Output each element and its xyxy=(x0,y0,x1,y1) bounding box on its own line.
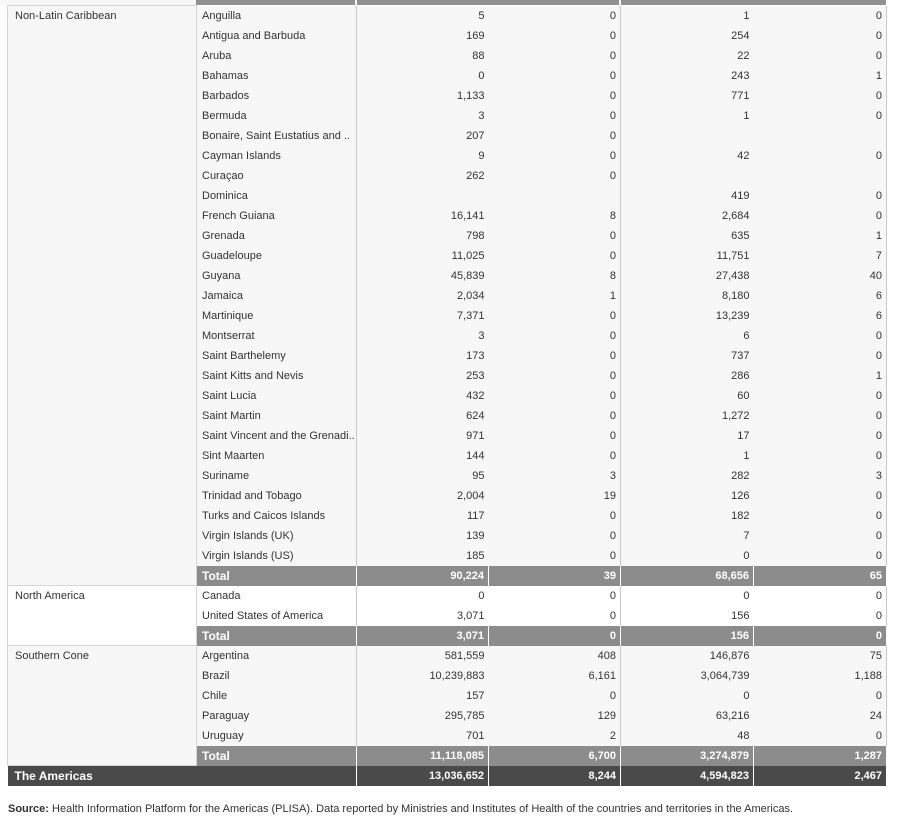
severe-cases-cell: 1 xyxy=(621,106,754,126)
country-name-cell: Barbados xyxy=(197,86,357,106)
deaths-cell xyxy=(489,186,621,206)
deaths-cell: 2 xyxy=(489,726,621,746)
country-name-cell: Chile xyxy=(197,686,357,706)
country-name-cell: Guyana xyxy=(197,266,357,286)
cases-cell: 144 xyxy=(357,446,489,466)
total-severe-cases-cell: 68,656 xyxy=(621,566,754,586)
deaths-cell: 1 xyxy=(489,286,621,306)
deaths-cell: 0 xyxy=(489,446,621,466)
deaths-cell: 0 xyxy=(489,66,621,86)
cases-cell: 45,839 xyxy=(357,266,489,286)
country-name-cell: Bonaire, Saint Eustatius and .. xyxy=(197,126,357,146)
cases-cell: 88 xyxy=(357,46,489,66)
region-name-cell: Southern Cone xyxy=(8,646,197,766)
country-name-cell: Guadeloupe xyxy=(197,246,357,266)
deaths-cell: 0 xyxy=(489,226,621,246)
extra-deaths-cell: 1 xyxy=(754,366,887,386)
grand-total-cases-cell: 13,036,652 xyxy=(357,766,489,787)
total-extra-deaths-cell: 1,287 xyxy=(754,746,887,766)
source-label: Source: xyxy=(8,803,49,815)
deaths-cell: 0 xyxy=(489,586,621,606)
extra-deaths-cell: 3 xyxy=(754,466,887,486)
cases-cell: 169 xyxy=(357,26,489,46)
grand-total-severe-cases-cell: 4,594,823 xyxy=(621,766,754,787)
deaths-cell: 6,161 xyxy=(489,666,621,686)
cases-cell: 2,004 xyxy=(357,486,489,506)
country-name-cell: Virgin Islands (UK) xyxy=(197,526,357,546)
severe-cases-cell: 2,684 xyxy=(621,206,754,226)
severe-cases-cell: 243 xyxy=(621,66,754,86)
total-severe-cases-cell: 3,274,879 xyxy=(621,746,754,766)
severe-cases-cell: 419 xyxy=(621,186,754,206)
country-name-cell: Saint Vincent and the Grenadi.. xyxy=(197,426,357,446)
cases-cell: 139 xyxy=(357,526,489,546)
total-deaths-cell: 0 xyxy=(489,626,621,646)
country-name-cell: French Guiana xyxy=(197,206,357,226)
cases-cell: 432 xyxy=(357,386,489,406)
severe-cases-cell: 126 xyxy=(621,486,754,506)
cases-cell: 295,785 xyxy=(357,706,489,726)
cases-cell: 157 xyxy=(357,686,489,706)
deaths-cell: 0 xyxy=(489,546,621,566)
grand-total-extra-deaths-cell: 2,467 xyxy=(754,766,887,787)
deaths-cell: 0 xyxy=(489,86,621,106)
cases-cell: 581,559 xyxy=(357,646,489,666)
severe-cases-cell: 8,180 xyxy=(621,286,754,306)
extra-deaths-cell: 0 xyxy=(754,86,887,106)
severe-cases-cell: 13,239 xyxy=(621,306,754,326)
severe-cases-cell: 7 xyxy=(621,526,754,546)
deaths-cell: 0 xyxy=(489,26,621,46)
country-name-cell: Martinique xyxy=(197,306,357,326)
severe-cases-cell: 27,438 xyxy=(621,266,754,286)
region-name-cell: Non-Latin Caribbean xyxy=(8,6,197,586)
extra-deaths-cell: 24 xyxy=(754,706,887,726)
severe-cases-cell: 1 xyxy=(621,6,754,26)
extra-deaths-cell: 40 xyxy=(754,266,887,286)
severe-cases-cell: 17 xyxy=(621,426,754,446)
grand-total-label-cell: The Americas xyxy=(8,766,357,787)
deaths-cell: 8 xyxy=(489,266,621,286)
country-name-cell: Bahamas xyxy=(197,66,357,86)
cases-cell: 11,025 xyxy=(357,246,489,266)
deaths-cell: 0 xyxy=(489,106,621,126)
country-name-cell: Sint Maarten xyxy=(197,446,357,466)
table-row xyxy=(8,586,887,606)
cases-cell: 253 xyxy=(357,366,489,386)
severe-cases-cell: 0 xyxy=(621,546,754,566)
country-name-cell: Dominica xyxy=(197,186,357,206)
extra-deaths-cell xyxy=(754,126,887,146)
country-name-cell: Antigua and Barbuda xyxy=(197,26,357,46)
country-name-cell: Bermuda xyxy=(197,106,357,126)
extra-deaths-cell: 0 xyxy=(754,726,887,746)
extra-deaths-cell: 0 xyxy=(754,346,887,366)
cases-cell: 5 xyxy=(357,6,489,26)
deaths-cell: 0 xyxy=(489,506,621,526)
extra-deaths-cell: 1,188 xyxy=(754,666,887,686)
cases-cell: 117 xyxy=(357,506,489,526)
deaths-cell: 8 xyxy=(489,206,621,226)
extra-deaths-cell: 75 xyxy=(754,646,887,666)
total-cases-cell: 90,224 xyxy=(357,566,489,586)
severe-cases-cell: 22 xyxy=(621,46,754,66)
deaths-cell: 0 xyxy=(489,346,621,366)
cases-cell: 95 xyxy=(357,466,489,486)
severe-cases-cell: 635 xyxy=(621,226,754,246)
country-name-cell: Saint Barthelemy xyxy=(197,346,357,366)
cases-cell: 207 xyxy=(357,126,489,146)
total-deaths-cell: 6,700 xyxy=(489,746,621,766)
deaths-cell: 0 xyxy=(489,306,621,326)
grand-total-row xyxy=(8,766,887,787)
country-name-cell: Argentina xyxy=(197,646,357,666)
country-name-cell: Suriname xyxy=(197,466,357,486)
cases-cell: 16,141 xyxy=(357,206,489,226)
cases-cell: 9 xyxy=(357,146,489,166)
source-note xyxy=(8,803,793,815)
cases-cell: 173 xyxy=(357,346,489,366)
cases-cell: 701 xyxy=(357,726,489,746)
cases-cell: 798 xyxy=(357,226,489,246)
country-name-cell: Uruguay xyxy=(197,726,357,746)
extra-deaths-cell: 6 xyxy=(754,286,887,306)
country-name-cell: Saint Martin xyxy=(197,406,357,426)
severe-cases-cell: 6 xyxy=(621,326,754,346)
severe-cases-cell: 156 xyxy=(621,606,754,626)
extra-deaths-cell: 0 xyxy=(754,686,887,706)
dengue-data-table xyxy=(7,5,887,786)
cases-cell: 2,034 xyxy=(357,286,489,306)
severe-cases-cell: 737 xyxy=(621,346,754,366)
cases-cell: 1,133 xyxy=(357,86,489,106)
cases-cell: 0 xyxy=(357,66,489,86)
cases-cell: 3 xyxy=(357,106,489,126)
cases-cell: 624 xyxy=(357,406,489,426)
country-name-cell: Saint Kitts and Nevis xyxy=(197,366,357,386)
deaths-cell: 0 xyxy=(489,246,621,266)
deaths-cell: 0 xyxy=(489,406,621,426)
total-extra-deaths-cell: 0 xyxy=(754,626,887,646)
country-name-cell: Virgin Islands (US) xyxy=(197,546,357,566)
cases-cell: 0 xyxy=(357,586,489,606)
deaths-cell: 0 xyxy=(489,46,621,66)
severe-cases-cell: 42 xyxy=(621,146,754,166)
extra-deaths-cell: 0 xyxy=(754,526,887,546)
extra-deaths-cell: 0 xyxy=(754,406,887,426)
severe-cases-cell: 1 xyxy=(621,446,754,466)
deaths-cell: 408 xyxy=(489,646,621,666)
deaths-cell: 0 xyxy=(489,526,621,546)
extra-deaths-cell xyxy=(754,166,887,186)
extra-deaths-cell: 0 xyxy=(754,46,887,66)
extra-deaths-cell: 0 xyxy=(754,26,887,46)
severe-cases-cell: 182 xyxy=(621,506,754,526)
country-name-cell: Montserrat xyxy=(197,326,357,346)
severe-cases-cell: 3,064,739 xyxy=(621,666,754,686)
extra-deaths-cell: 7 xyxy=(754,246,887,266)
extra-deaths-cell: 0 xyxy=(754,186,887,206)
country-name-cell: Canada xyxy=(197,586,357,606)
extra-deaths-cell: 0 xyxy=(754,146,887,166)
grand-total-deaths-cell: 8,244 xyxy=(489,766,621,787)
country-name-cell: Grenada xyxy=(197,226,357,246)
severe-cases-cell: 11,751 xyxy=(621,246,754,266)
deaths-cell: 19 xyxy=(489,486,621,506)
country-name-cell: Aruba xyxy=(197,46,357,66)
extra-deaths-cell: 0 xyxy=(754,386,887,406)
deaths-cell: 129 xyxy=(489,706,621,726)
extra-deaths-cell: 0 xyxy=(754,546,887,566)
severe-cases-cell: 282 xyxy=(621,466,754,486)
cases-cell: 971 xyxy=(357,426,489,446)
severe-cases-cell: 63,216 xyxy=(621,706,754,726)
country-name-cell: Paraguay xyxy=(197,706,357,726)
country-name-cell: Turks and Caicos Islands xyxy=(197,506,357,526)
severe-cases-cell: 0 xyxy=(621,586,754,606)
extra-deaths-cell: 0 xyxy=(754,446,887,466)
extra-deaths-cell: 1 xyxy=(754,226,887,246)
table-row xyxy=(8,6,887,26)
country-name-cell: Trinidad and Tobago xyxy=(197,486,357,506)
extra-deaths-cell: 1 xyxy=(754,66,887,86)
severe-cases-cell: 0 xyxy=(621,686,754,706)
cases-cell: 185 xyxy=(357,546,489,566)
severe-cases-cell: 771 xyxy=(621,86,754,106)
deaths-cell: 0 xyxy=(489,606,621,626)
extra-deaths-cell: 0 xyxy=(754,506,887,526)
deaths-cell: 0 xyxy=(489,166,621,186)
cases-cell: 262 xyxy=(357,166,489,186)
cases-cell: 10,239,883 xyxy=(357,666,489,686)
deaths-cell: 0 xyxy=(489,326,621,346)
extra-deaths-cell: 0 xyxy=(754,586,887,606)
deaths-cell: 0 xyxy=(489,686,621,706)
severe-cases-cell: 60 xyxy=(621,386,754,406)
country-name-cell: Curaçao xyxy=(197,166,357,186)
cases-cell xyxy=(357,186,489,206)
total-cases-cell: 3,071 xyxy=(357,626,489,646)
source-text: Health Information Platform for the Americas (PLISA). Data reported by Ministries and Institutes of Health of the countries and territories in the Americas. xyxy=(48,803,794,815)
extra-deaths-cell: 0 xyxy=(754,206,887,226)
deaths-cell: 0 xyxy=(489,146,621,166)
deaths-cell: 0 xyxy=(489,366,621,386)
cases-cell: 3 xyxy=(357,326,489,346)
country-name-cell: Brazil xyxy=(197,666,357,686)
extra-deaths-cell: 6 xyxy=(754,306,887,326)
extra-deaths-cell: 0 xyxy=(754,326,887,346)
severe-cases-cell xyxy=(621,166,754,186)
country-name-cell: Jamaica xyxy=(197,286,357,306)
total-label-cell: Total xyxy=(197,746,357,766)
extra-deaths-cell: 0 xyxy=(754,486,887,506)
extra-deaths-cell: 0 xyxy=(754,426,887,446)
country-name-cell: Saint Lucia xyxy=(197,386,357,406)
severe-cases-cell: 48 xyxy=(621,726,754,746)
extra-deaths-cell: 0 xyxy=(754,6,887,26)
region-name-cell: North America xyxy=(8,586,197,646)
deaths-cell: 0 xyxy=(489,126,621,146)
deaths-cell: 0 xyxy=(489,426,621,446)
extra-deaths-cell: 0 xyxy=(754,606,887,626)
severe-cases-cell: 1,272 xyxy=(621,406,754,426)
total-label-cell: Total xyxy=(197,566,357,586)
country-name-cell: Anguilla xyxy=(197,6,357,26)
severe-cases-cell xyxy=(621,126,754,146)
table-row xyxy=(8,646,887,666)
total-extra-deaths-cell: 65 xyxy=(754,566,887,586)
country-name-cell: United States of America xyxy=(197,606,357,626)
extra-deaths-cell: 0 xyxy=(754,106,887,126)
total-label-cell: Total xyxy=(197,626,357,646)
cases-cell: 7,371 xyxy=(357,306,489,326)
deaths-cell: 0 xyxy=(489,386,621,406)
total-cases-cell: 11,118,085 xyxy=(357,746,489,766)
severe-cases-cell: 286 xyxy=(621,366,754,386)
total-severe-cases-cell: 156 xyxy=(621,626,754,646)
cases-cell: 3,071 xyxy=(357,606,489,626)
severe-cases-cell: 146,876 xyxy=(621,646,754,666)
total-deaths-cell: 39 xyxy=(489,566,621,586)
severe-cases-cell: 254 xyxy=(621,26,754,46)
country-name-cell: Cayman Islands xyxy=(197,146,357,166)
deaths-cell: 3 xyxy=(489,466,621,486)
deaths-cell: 0 xyxy=(489,6,621,26)
